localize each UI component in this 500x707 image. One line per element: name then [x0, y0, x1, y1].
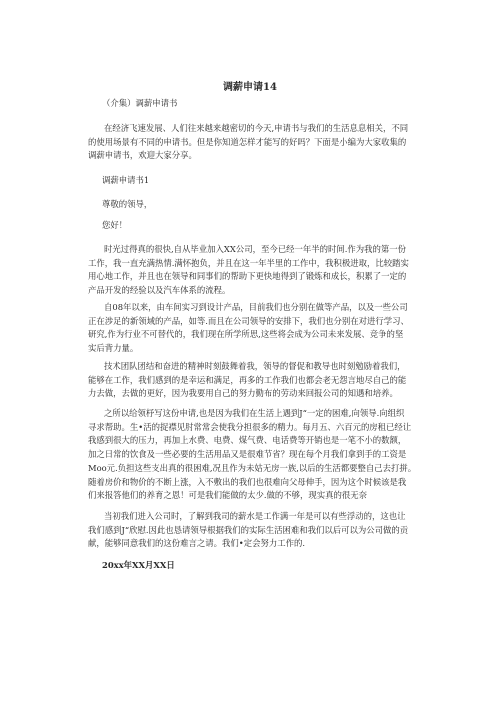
text-line: 我感到很大的压力，再加上水费、电费、煤气费、电话费等开销也是一笔不小的数额，	[88, 435, 407, 446]
text-line: 实后背力量。	[88, 343, 139, 354]
document-title: 调薪申请14	[223, 82, 277, 93]
text-line: 我们感到J“欣慰.因此也恳请领导根据我们的实际生活困难和我们以后可以为公司做的贡	[88, 524, 409, 535]
text-line: 们来报答他们的养育之恩！可是我们能做的太少.做的不够，现实真的很无奈	[88, 490, 368, 501]
text-line: 技术团队团结和奋进的精神时刻鼓舞着我，领导的督促和教导也时刻勉励着我们，	[104, 361, 406, 371]
paragraph-5	[88, 510, 428, 551]
greeting-line: 您好！	[102, 220, 128, 230]
text-line: 之所以给领杼写这份申请,也是因为我们在生活上遇到J“一定的困难,向领导.向组织	[104, 408, 405, 418]
text-line: 寻求帮助。生•活的捉襟见肘常常会使我分担很多的精力。每月五、六百元的房租已经让	[88, 421, 412, 432]
text-line: 时光过得真的很快,自从毕业加入XX公司，至今已经一年半的时间.作为我的第一份	[104, 244, 406, 254]
paragraph-2	[88, 301, 428, 356]
text-line: 研究,作为行业不可替代的，我们现在所学所思,这些将会成为公司未来发展、竞争的坚	[88, 329, 404, 340]
text-line: 力去做，去做的更好，因为我要用自己的努力勤布的劳动来回报公司的知遇和培养。	[88, 388, 398, 399]
intro-paragraph	[88, 122, 428, 163]
paragraph-4	[88, 407, 428, 503]
text-line: Moo元.负担这些支出真的很困难,况且作为未姑无房一族,以后的生活都要整自己去打拼。	[88, 462, 417, 473]
document-subtitle: （介集）调薪申请书	[102, 98, 178, 108]
text-line: 在经济飞速发展、人们往来越来越密切的今天,申请书与我们的生活息息相关，不同	[104, 123, 409, 133]
document-date: 20xx年XX月XX日	[102, 560, 175, 570]
salutation-line: 尊敬的领导，	[102, 199, 153, 209]
text-line: 产品开发的经验以及汽车体系的流程。	[88, 285, 231, 296]
text-line: 调薪申请书，欢迎大家分享。	[88, 150, 197, 161]
text-line: 加之日常的饮食及一些必要的生活用品又是很难节省？现在每个月我们拿到手的工资是	[88, 449, 407, 460]
text-line: 当初我们进入公司时，了解到我司的薪水是工作满一年是可以有些浮动的，这也让	[104, 511, 406, 521]
text-line: 随着房价和物价的不断上涨，入不敷出的我们也很难向父母伸手，因为这个时候该是我	[88, 476, 407, 487]
letter-heading: 调薪申请书1	[102, 175, 150, 185]
text-line: 的使用场景有不同的申请书。但是你知道怎样才能写的好吗？下面是小编为大家收集的	[88, 136, 407, 147]
text-line: 自08年以来，由车间实习到设计产品，目前我们也分别在做等产品，以及一些公司	[104, 302, 408, 312]
text-line: 能够在工作，我们感到的是幸运和满足，再多的工作我们也都会老无怨言地尽自己的能	[88, 374, 407, 385]
text-line: 献，能够同意我们的这份难言之请。我们•定会努力工作的.	[88, 538, 305, 549]
text-line: 正在涉足的新领域的产品，如等.而且在公司领导的安排下，我们也分别在对进行学习、	[88, 315, 409, 326]
text-line: 用心地工作，并且也在领导和同事们的帮助下更快地得到了锻炼和成长，积累了一定的	[88, 271, 407, 282]
paragraph-3	[88, 360, 428, 401]
paragraph-1	[88, 243, 428, 298]
text-line: 工作，我一直充满热情.满怀抱负，并且在这一年半里的工作中，我积极进取，比较踏实	[88, 257, 409, 268]
